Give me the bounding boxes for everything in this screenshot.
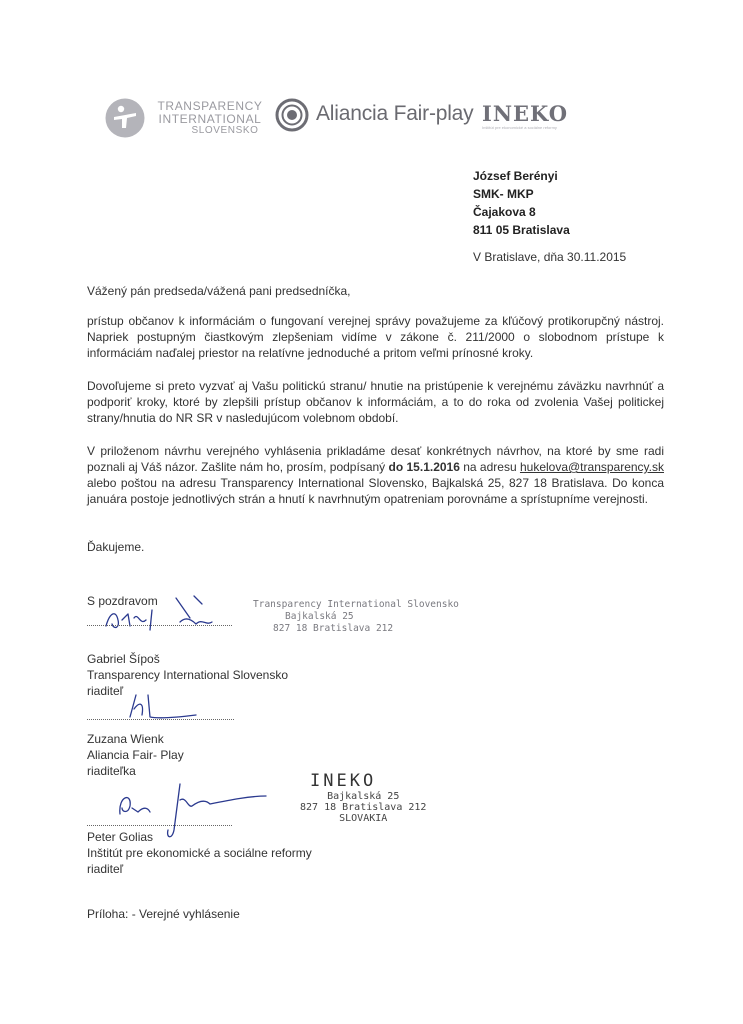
signature-line-3 bbox=[87, 825, 232, 826]
ti-logo-line-2: INTERNATIONAL bbox=[158, 111, 262, 126]
attachment-line: Príloha: - Verejné vyhlásenie bbox=[87, 907, 240, 921]
ti-logo-line-3: SLOVENSKO bbox=[191, 125, 259, 136]
signatory-3-name: Peter Golias bbox=[87, 830, 154, 844]
paragraph-3-part-b: na adresu bbox=[463, 460, 517, 474]
stamp-ineko-line-1: Bajkalská 25 bbox=[327, 791, 400, 802]
date-line: V Bratislave, dňa 30.11.2015 bbox=[473, 250, 627, 264]
stamp-ineko-line-2: 827 18 Bratislava 212 bbox=[300, 802, 427, 813]
ineko-logo-subtitle: Inštitút pre ekonomické a sociálne reformy bbox=[482, 125, 557, 130]
paragraph-3-part-a: V priloženom návrhu verejného vyhlásenia prikladáme desať konkrétnych návrhov, na ktoré by sme radi poznali aj Váš názor. Zašlite nám ho, prosím, podpísaný bbox=[87, 444, 664, 474]
paragraph-3 bbox=[87, 443, 664, 507]
recipient-party: SMK- MKP bbox=[473, 187, 534, 201]
thanks: Ďakujeme. bbox=[87, 540, 145, 554]
signature-1-icon bbox=[94, 590, 244, 640]
signatory-1-role: riaditeľ bbox=[87, 684, 124, 698]
stamp-ti-line-2: Bajkalská 25 bbox=[285, 611, 354, 622]
stamp-ineko-title: INEKO bbox=[310, 771, 377, 791]
paragraph-2: Dovoľujeme si preto vyzvať aj Vašu politickú stranu/ hnutie na pristúpenie k verejnému záväzku navrhnúť a podporiť kroky, ktoré by zlepšili prístup občanov k informáciám, a to do roka od zvolenia Vašej politickej strany/hnutia do NR SR v nasledujúcom volebnom období. bbox=[87, 379, 664, 425]
recipient-name: József Berényi bbox=[473, 169, 558, 183]
afp-logo-text: Aliancia Fair-play bbox=[316, 102, 474, 125]
signatory-3-org: Inštitút pre ekonomické a sociálne reformy bbox=[87, 846, 312, 860]
transparency-international-logo-icon bbox=[104, 97, 146, 139]
fair-play-logo-icon bbox=[275, 98, 309, 132]
closing: S pozdravom bbox=[87, 594, 158, 608]
signatory-2-role: riaditeľka bbox=[87, 764, 136, 778]
signature-line-1 bbox=[87, 625, 232, 626]
signatory-1-name: Gabriel Šípoš bbox=[87, 652, 160, 666]
signatory-2-name: Zuzana Wienk bbox=[87, 732, 164, 746]
deadline-date: do 15.1.2016 bbox=[388, 460, 460, 474]
recipient-address bbox=[473, 167, 570, 239]
signatory-3-role: riaditeľ bbox=[87, 862, 124, 876]
recipient-street: Čajakova 8 bbox=[473, 205, 536, 219]
ti-logo-line-1: TRANSPARENCY bbox=[157, 99, 263, 113]
recipient-city: 811 05 Bratislava bbox=[473, 223, 570, 237]
signature-line-2 bbox=[87, 719, 234, 720]
signatory-2 bbox=[87, 731, 184, 779]
ineko-logo-text: INEKO bbox=[482, 101, 569, 126]
signatory-3 bbox=[87, 829, 312, 877]
paragraph-1: prístup občanov k informáciám o fungovaní verejnej správy považujeme za kľúčový protikorupčný nástroj. Napriek postupným čiastkovým zlepšeniam vidíme v zákone č. 211/2000 o slobodnom prístupe k informáciám naďalej priestor na relatívne jednoduché a pritom veľmi prínosné kroky. bbox=[87, 314, 664, 360]
stamp-ti-line-1: Transparency International Slovensko bbox=[253, 599, 459, 610]
signatory-1-org: Transparency International Slovensko bbox=[87, 668, 288, 682]
signatory-2-org: Aliancia Fair- Play bbox=[87, 748, 184, 762]
email-link[interactable]: hukelova@transparency.sk bbox=[519, 460, 664, 474]
salutation: Vážený pán predseda/vážená pani predsedníčka, bbox=[87, 284, 351, 298]
stamp-transparency bbox=[253, 599, 459, 635]
stamp-ineko-line-3: SLOVAKIA bbox=[339, 813, 388, 824]
paragraph-3-part-c: alebo poštou na adresu Transparency International Slovensko, Bajkalská 25, 827 18 Bratislava. Do konca januára postoje jednotlivých strán a hnutí k navrhnutým opatreniam porovnáme a sprístupníme verejnosti. bbox=[87, 476, 664, 506]
stamp-ineko bbox=[300, 771, 426, 824]
signature-2-icon bbox=[120, 687, 210, 722]
stamp-ti-line-3: 827 18 Bratislava 212 bbox=[273, 623, 394, 634]
